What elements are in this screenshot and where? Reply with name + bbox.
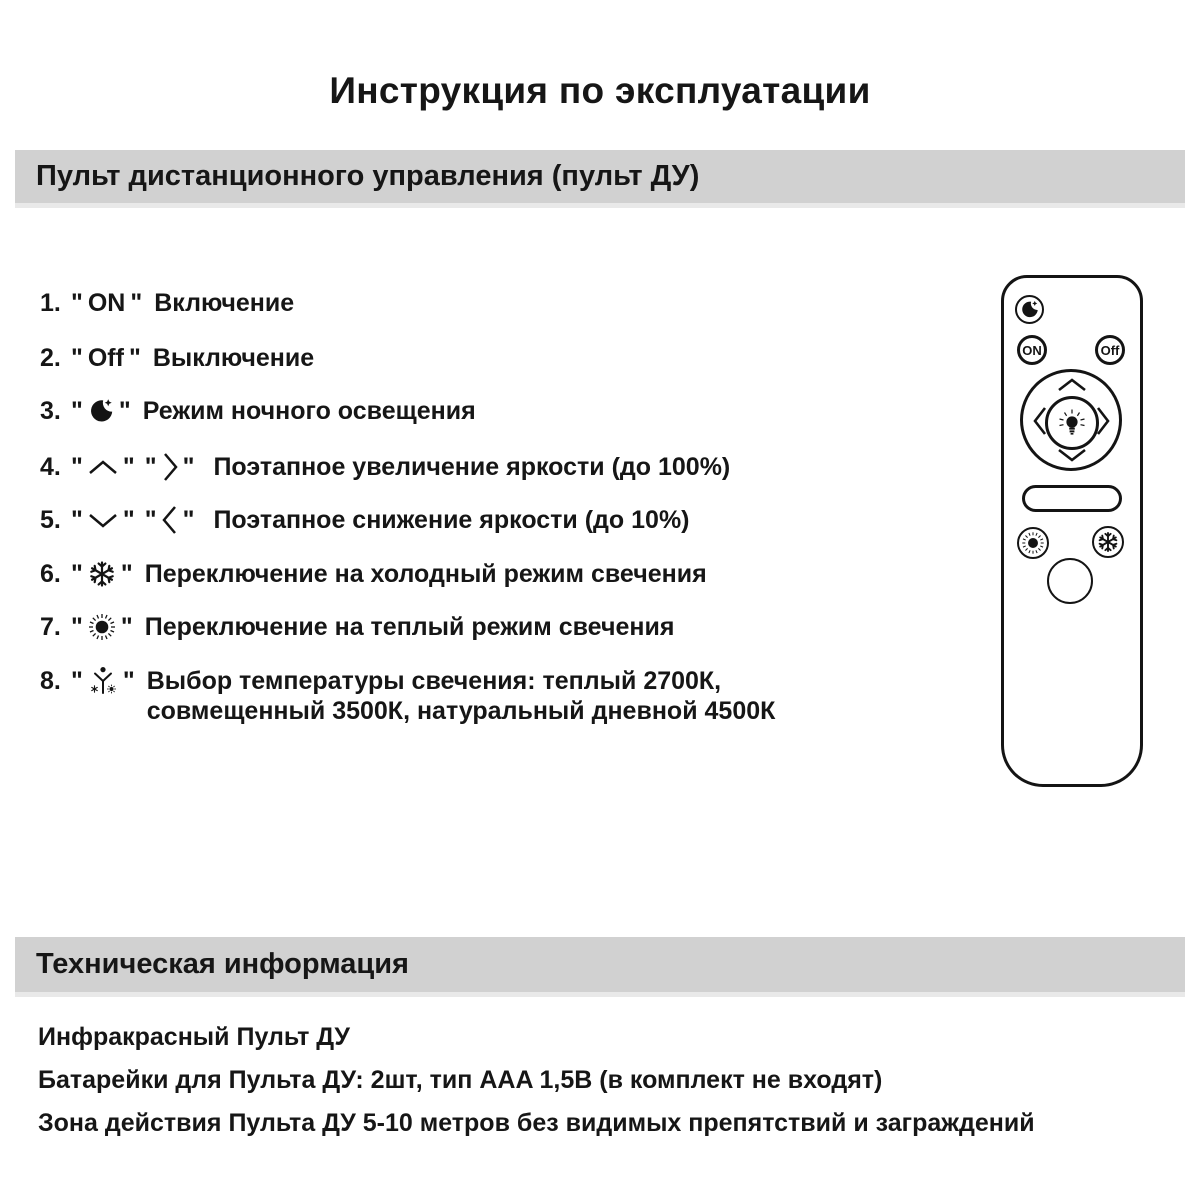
off-button-label: Off: [1100, 342, 1120, 358]
sun-icon: [88, 613, 116, 641]
sun-icon: [1021, 531, 1045, 555]
quote-mark: ": [71, 560, 83, 588]
item-text: Включение: [154, 289, 295, 317]
item-number: 4.: [40, 453, 61, 481]
item-text-line1: Выбор температуры свечения: теплый 2700К,: [146, 667, 722, 695]
dpad-chevron-up-icon: [1056, 378, 1088, 392]
section-header-remote: Пульт дистанционного управления (пульт ДУ): [15, 150, 1185, 203]
quote-mark: ": [71, 453, 83, 481]
light-bulb-button: [1045, 396, 1099, 450]
crescent-moon-icon: [1020, 300, 1039, 319]
item-text: Поэтапное увеличение яркости (до 100%): [213, 453, 731, 481]
item-text: Поэтапное снижение яркости (до 10%): [213, 506, 690, 534]
quote-mark: ": [182, 453, 195, 481]
night-mode-button: [1015, 295, 1044, 324]
tech-info-line-3: Зона действия Пульта ДУ 5-10 метров без видимых препятствий и заграждений: [38, 1109, 1035, 1137]
dpad-chevron-down-icon: [1056, 448, 1088, 462]
quote-mark: ": [182, 506, 195, 534]
item-number: 2.: [40, 344, 61, 372]
quote-mark: ": [122, 506, 135, 534]
item-text: Выключение: [152, 344, 315, 372]
remote-control-illustration: [1001, 275, 1143, 787]
item-number: 3.: [40, 397, 61, 425]
on-button: [1017, 335, 1047, 365]
instruction-item-1: [40, 288, 294, 318]
quote-mark: ": [71, 667, 83, 695]
crescent-moon-icon: [88, 398, 114, 424]
item-text: Переключение на теплый режим свечения: [144, 613, 675, 641]
item-text: Режим ночного освещения: [142, 397, 476, 425]
chevron-left-icon: [162, 505, 178, 535]
chevron-down-icon: [88, 512, 118, 528]
quote-mark: ": [144, 453, 157, 481]
item-number: 7.: [40, 613, 61, 641]
instruction-item-6: [40, 559, 707, 589]
tech-info-line-1: Инфракрасный Пульт ДУ: [38, 1023, 350, 1051]
item-number: 5.: [40, 506, 61, 534]
quote-mark: ": [120, 613, 133, 641]
page-title: Инструкция по эксплуатации: [329, 70, 871, 111]
quote-mark: ": [71, 397, 83, 425]
quote-mark: ": [144, 506, 157, 534]
pill-button: [1022, 485, 1122, 512]
cold-mode-button: [1092, 526, 1124, 558]
item-number: 1.: [40, 289, 61, 317]
instruction-item-7: [40, 612, 674, 642]
color-temperature-icon: [88, 666, 118, 696]
quote-mark: ": [128, 344, 141, 372]
light-bulb-icon: [1055, 406, 1089, 440]
quote-mark: ": [130, 289, 143, 317]
section-header-tech: Техническая информация: [15, 937, 1185, 992]
quote-mark: ": [118, 397, 131, 425]
quote-mark: ": [71, 613, 83, 641]
item-text-line2: совмещенный 3500К, натуральный дневной 4500К: [146, 697, 776, 725]
quote-mark: ": [71, 289, 83, 317]
off-button: [1095, 335, 1125, 365]
quote-mark: ": [71, 344, 83, 372]
round-button: [1047, 558, 1093, 604]
item-number: 8.: [40, 667, 61, 695]
item-text: Переключение на холодный режим свечения: [144, 560, 707, 588]
instruction-item-3: [40, 396, 476, 426]
tech-info-line-2: Батарейки для Пульта ДУ: 2шт, тип AAA 1,5В (в комплект не входят): [38, 1066, 883, 1094]
item-number: 6.: [40, 560, 61, 588]
quote-mark: ": [122, 667, 135, 695]
instruction-item-8: [40, 666, 775, 726]
instruction-item-2: [40, 343, 314, 373]
quote-mark: ": [71, 506, 83, 534]
chevron-right-icon: [162, 452, 178, 482]
off-label: Off: [87, 344, 124, 372]
snowflake-icon: [88, 560, 116, 588]
snowflake-icon: [1097, 531, 1119, 553]
instruction-item-5: [40, 505, 690, 535]
warm-mode-button: [1017, 527, 1049, 559]
chevron-up-icon: [88, 459, 118, 475]
quote-mark: ": [122, 453, 135, 481]
quote-mark: ": [120, 560, 133, 588]
instruction-item-4: [40, 452, 730, 482]
on-button-label: ON: [1022, 342, 1042, 358]
on-label: ON: [87, 289, 126, 317]
